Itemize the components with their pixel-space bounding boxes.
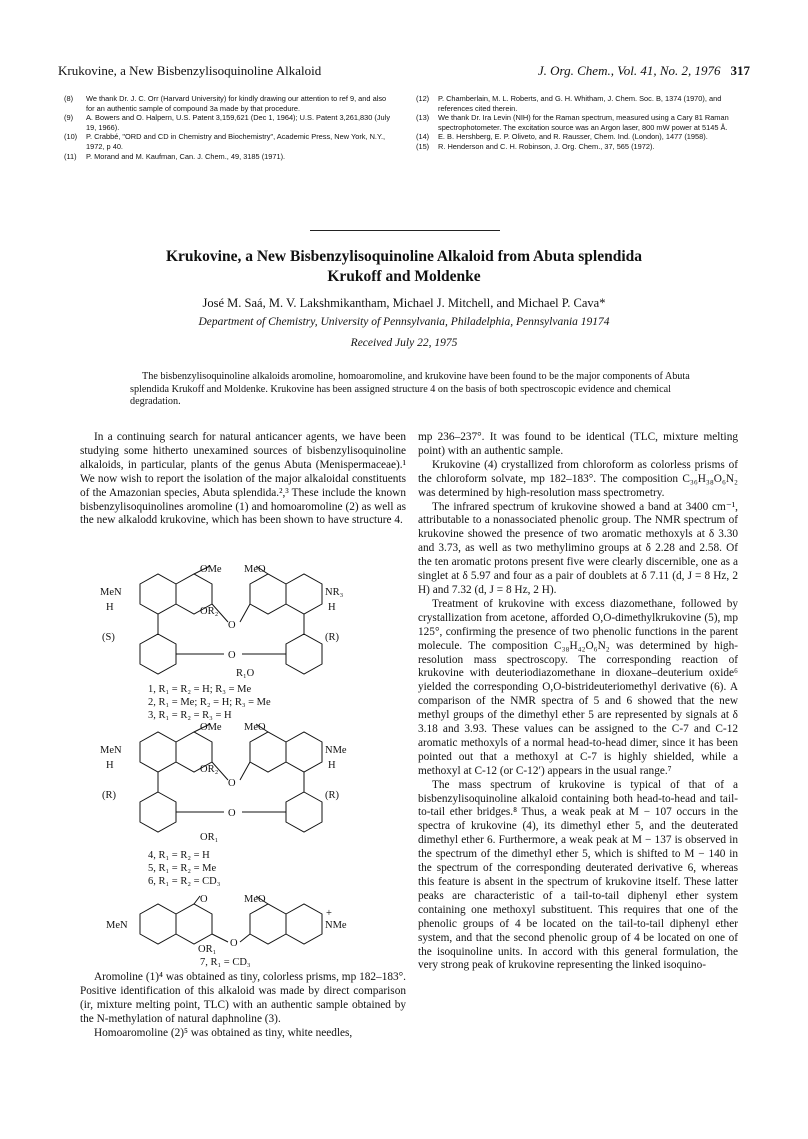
s1-r: (R)	[325, 632, 339, 643]
title-line-2: Krukoff and Moldenke	[327, 268, 481, 285]
chemical-structures	[100, 562, 400, 967]
s1-r1o: R₁O	[236, 668, 255, 679]
reference-item: (8) We thank Dr. J. C. Orr (Harvard University) for kindly drawing our attention to ref 9, and also for an authentic sample of compound 3a made by that procedure.	[64, 94, 387, 113]
affiliation: Department of Chemistry, University of Pennsylvania, Philadelphia, Pennsylvania 19174	[198, 316, 610, 328]
s2-h-left: H	[106, 760, 114, 771]
legend-6: 6, R₁ = R₂ = CD₃	[148, 876, 221, 887]
paragraph: mp 236–237°. It was found to be identical (TLC, mixture melting point) with an authentic sample.	[418, 431, 738, 457]
s1-h-left: H	[106, 602, 114, 613]
s2-h-right: H	[328, 760, 336, 771]
legend-2: 2, R₁ = Me; R₂ = H; R₃ = Me	[148, 697, 271, 708]
article-title	[100, 247, 708, 287]
running-header-right	[538, 63, 750, 79]
s1-o-bottom: O	[228, 650, 236, 661]
structure-3-bonds	[140, 896, 322, 944]
s3-meo: MeO	[244, 894, 266, 905]
legend-5: 5, R₁ = R₂ = Me	[148, 863, 217, 874]
title-line-1: Krukovine, a New Bisbenzylisoquinoline Alkaloid from Abuta splendida	[165, 248, 643, 265]
s2-r-right: (R)	[325, 790, 339, 801]
legend-1: 1, R₁ = R₂ = H; R₃ = Me	[148, 684, 252, 695]
s1-or2: OR₂	[200, 606, 219, 617]
s3-o2: O	[230, 938, 238, 949]
s2-men: MeN	[100, 745, 122, 756]
s1-men: MeN	[100, 587, 122, 598]
reference-item: (10) P. Crabbé, "ORD and CD in Chemistry and Biochemistry", Academic Press, New York, N.Y., 1972, p 40.	[64, 132, 386, 151]
legend-4: 4, R₁ = R₂ = H	[148, 850, 210, 861]
structures-drawing	[100, 562, 400, 967]
s3-nme: NMe	[325, 920, 347, 931]
s2-or1: OR₁	[200, 832, 219, 843]
reference-item: (15) R. Henderson and C. H. Robinson, J. Org. Chem., 37, 565 (1972).	[416, 141, 655, 151]
reference-item: (12) P. Chamberlain, M. L. Roberts, and G. H. Whitham, J. Chem. Soc. B, 1374 (1970), and references cited therein.	[416, 94, 722, 113]
paragraph: The mass spectrum of krukovine is typical of that of a bisbenzylisoquinoline alkaloid containing both head-to-head and tail-to-tail ether bridges.⁸ Thus, a weak peak at M − 107 occurs in the spectra of krukovine (4), its dimethyl ether 5, and the deuterated dimethyl ether 6. Furthermore, a weak peak at M − 137 is observed in the spectrum of the dimethyl ether 5, which is shifted to M − 140 in the spectrum of the corresponding deuterated derivative 6, whereas this feature is absent in the spectrum of krukovine itself. These latter peaks are characteristic of a tail-to-tail diphenyl ether system containing one methoxyl substituent. This requires that one of the phenolic groups of 4 be located on the tail-to-tail diphenyl ether system, and that the second phenolic group of 4 be located on one of the isoquinoline units. In accord with this general formulation, the very strong peak of krukovine representing the linked isoquino-	[418, 778, 738, 972]
footnotes-left	[64, 94, 394, 161]
right-column	[418, 431, 738, 973]
paragraph: Treatment of krukovine with excess diazomethane, followed by crystallization from acetone, afforded O,O-dimethylkrukovine (5), mp 125°, confirming the presence of two phenolic functions in the parent molecule. The composition C₃₈H₄₂O₆N₂ was determined by high-resolution mass spectroscopy. The corresponding reaction of krukovine with deuteriodiazomethane in dioxane–deuterium oxide⁶ yielded the corresponding O,O-bistrideuteriomethyl derivative (6). A comparison of the NMR spectra of 5 and 6 showed that the new methyl groups of the dimethyl ether 5 are represented by signals at δ 3.18 and 3.93. These values can be assigned to the C-7 and C-12 aromatic methoxyls of a normal head-to-head dimer, since it has been pointed out that a methoxyl at C-7 is highly shielded, while a methoxyl at C-12 (or C-12′) appears in the usual range.⁷	[418, 597, 738, 777]
legend-3: 3, R₁ = R₂ = R₃ = H	[148, 710, 232, 721]
s2-or2: OR₂	[200, 764, 219, 775]
journal-citation: J. Org. Chem., Vol. 41, No. 2, 1976	[537, 63, 721, 78]
s3-men: MeN	[106, 920, 128, 931]
paragraph: In a continuing search for natural anticancer agents, we have been studying some hitherto unexamined sources of bisbenzylisoquinoline alkaloids, in particular, plants of the genus Abuta (Menispermaceae).¹ We now wish to report the isolation of the major alkaloidal constituents of the Amazonian species, Abuta splendida.²,³ These include the known bisbenzylisoquinolines aromoline (1) and homoaromoline (2) as well as the new alkalodd krukovine, which has been shown to have structure 4.	[80, 431, 406, 527]
s1-ome: OMe	[200, 564, 222, 575]
paragraph: The infrared spectrum of krukovine showed a band at 3400 cm⁻¹, attributable to a nonassociated phenolic group. The NMR spectrum of krukovine showed the presence of two aromatic methoxyls at δ 3.30 and 3.73, as well as two methylimino groups at δ 2.28 and 2.58. Of the ten aromatic protons present five were clearly discernible, one as a singlet at δ 5.97 and four as a pair of doublets at δ 7.11 (d, J = 8 Hz, 2 H) and 7.32 (d, J = 8 Hz, 2 H).	[418, 500, 738, 596]
left-column-bottom	[80, 971, 406, 1041]
s2-nme: NMe	[325, 745, 347, 756]
s2-r-left: (R)	[102, 790, 116, 801]
reference-item: (14) E. B. Hershberg, E. P. Oliveto, and R. Rausser, Chem. Ind. (London), 1477 (1958).	[416, 132, 708, 142]
paragraph: Krukovine (4) crystallized from chloroform as colorless prisms of the chloroform solvate, mp 182–183°. The composition C₃₆H₃₈O₆N₂ was determined by high-resolution mass spectrometry.	[418, 458, 738, 499]
s1-s: (S)	[102, 632, 115, 643]
s1-meo: MeO	[244, 564, 266, 575]
reference-item: (13) We thank Dr. Ira Levin (NIH) for the Raman spectrum, measured using a Cary 81 Raman spectrophotometer. The excitation source was an Argon laser, 800 mW power at 5145 Å.	[416, 113, 729, 132]
s1-o-top: O	[228, 620, 236, 631]
s1-nr3: NR₃	[325, 587, 344, 598]
s2-ome: OMe	[200, 722, 222, 733]
running-header-left: Krukovine, a New Bisbenzylisoquinoline Alkaloid	[58, 63, 322, 78]
paragraph: Aromoline (1)⁴ was obtained as tiny, colorless prisms, mp 182–183°. Positive identification of this alkaloid was made by direct comparison (ir, mixture melting point, TLC) with an authentic sample obtained by the N-methylation of natural daphnoline (3).	[80, 971, 406, 1025]
abstract: The bisbenzylisoquinoline alkaloids aromoline, homoaromoline, and krukovine have been found to be the major components of Abuta splendida Krukoff and Moldenke. Krukovine has been assigned structure 4 on the basis of both spectroscopic evidence and chemical degradation.	[130, 371, 690, 407]
footnotes-right	[416, 94, 756, 152]
received-date: Received July 22, 1975	[350, 337, 458, 349]
authors: José M. Saá, M. V. Lakshmikantham, Michael J. Mitchell, and Michael P. Cava*	[202, 296, 606, 310]
s2-o-top: O	[228, 778, 236, 789]
s1-h-right: H	[328, 602, 336, 613]
section-divider	[310, 230, 500, 231]
s2-meo: MeO	[244, 722, 266, 733]
s3-o: O	[200, 894, 208, 905]
reference-item: (11) P. Morand and M. Kaufman, Can. J. Chem., 49, 3185 (1971).	[64, 151, 286, 161]
s2-o-bottom: O	[228, 808, 236, 819]
s3-plus: +	[326, 908, 332, 919]
legend-7: 7, R₁ = CD₃	[200, 957, 251, 967]
reference-item: (9) A. Bowers and O. Halpern, U.S. Patent 3,159,621 (Dec 1, 1964); U.S. Patent 3,261,830 (July 19, 1966).	[64, 113, 391, 132]
paragraph: Homoaromoline (2)⁵ was obtained as tiny, white needles,	[94, 1026, 353, 1039]
left-column-top	[80, 431, 406, 528]
s3-or1: OR₁	[198, 944, 217, 955]
page-number: 317	[730, 63, 750, 78]
